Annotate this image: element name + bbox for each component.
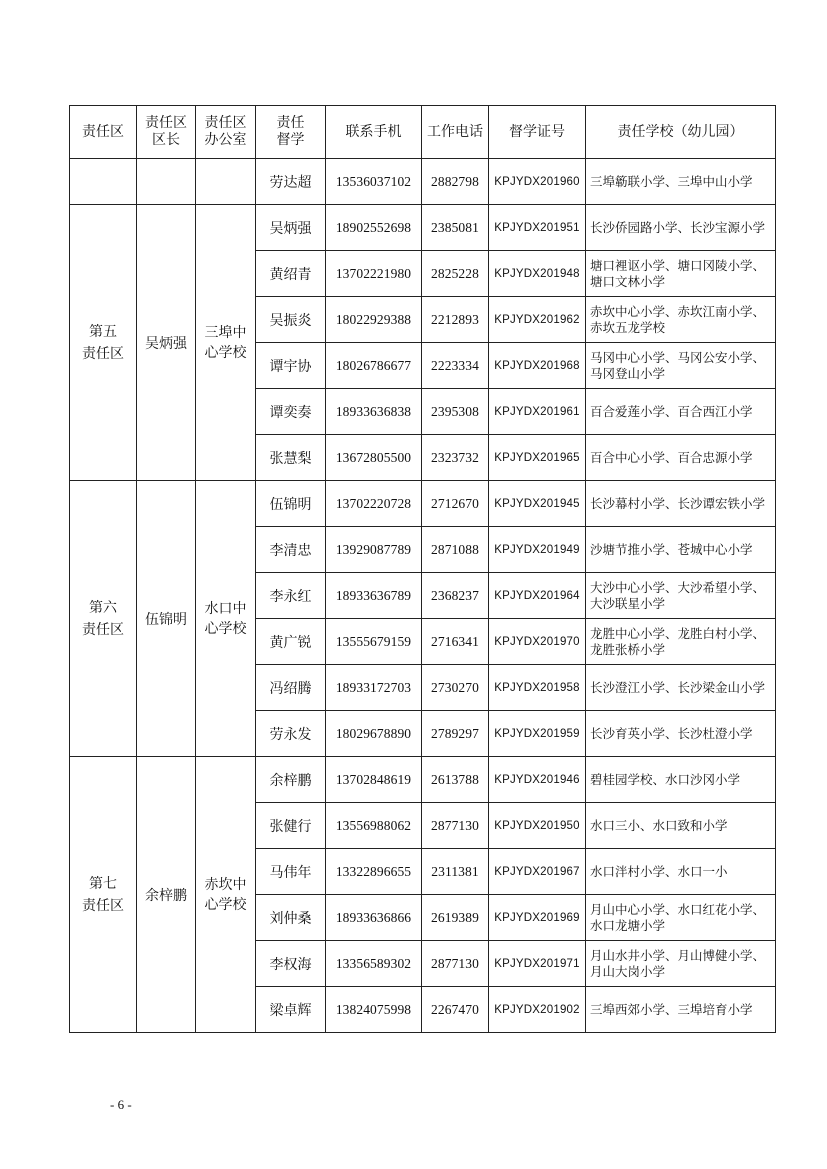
supervisor-cert-number: KPJYDX201948 bbox=[489, 251, 586, 297]
zone-office: 三埠中 心学校 bbox=[196, 205, 256, 481]
supervisor-name: 黄绍青 bbox=[256, 251, 326, 297]
supervisor-cert-number: KPJYDX201945 bbox=[489, 481, 586, 527]
assigned-schools: 水口三小、水口致和小学 bbox=[586, 803, 776, 849]
work-phone: 2882798 bbox=[422, 159, 489, 205]
assigned-schools: 龙胜中心小学、龙胜白村小学、 龙胜张桥小学 bbox=[586, 619, 776, 665]
supervisor-name: 张健行 bbox=[256, 803, 326, 849]
supervisor-name: 梁卓辉 bbox=[256, 987, 326, 1033]
zone-office: 水口中 心学校 bbox=[196, 481, 256, 757]
work-phone: 2212893 bbox=[422, 297, 489, 343]
table-row bbox=[70, 481, 776, 527]
mobile-number: 18933172703 bbox=[326, 665, 422, 711]
supervisor-cert-number: KPJYDX201971 bbox=[489, 941, 586, 987]
work-phone: 2311381 bbox=[422, 849, 489, 895]
work-phone: 2223334 bbox=[422, 343, 489, 389]
supervisor-name: 谭奕奏 bbox=[256, 389, 326, 435]
mobile-number: 13536037102 bbox=[326, 159, 422, 205]
supervisor-name: 李永红 bbox=[256, 573, 326, 619]
assigned-schools: 月山中心小学、水口红花小学、 水口龙塘小学 bbox=[586, 895, 776, 941]
supervisor-cert-number: KPJYDX201962 bbox=[489, 297, 586, 343]
assigned-schools: 塘口裡讴小学、塘口冈陵小学、 塘口文林小学 bbox=[586, 251, 776, 297]
column-header: 督学证号 bbox=[489, 106, 586, 159]
supervisor-name: 李清忠 bbox=[256, 527, 326, 573]
work-phone: 2712670 bbox=[422, 481, 489, 527]
assigned-schools: 三埠西郊小学、三埠培育小学 bbox=[586, 987, 776, 1033]
assigned-schools: 长沙育英小学、长沙杜澄小学 bbox=[586, 711, 776, 757]
mobile-number: 13824075998 bbox=[326, 987, 422, 1033]
work-phone: 2789297 bbox=[422, 711, 489, 757]
supervisor-name: 伍锦明 bbox=[256, 481, 326, 527]
supervisor-cert-number: KPJYDX201950 bbox=[489, 803, 586, 849]
assigned-schools: 大沙中心小学、大沙希望小学、 大沙联星小学 bbox=[586, 573, 776, 619]
mobile-number: 13356589302 bbox=[326, 941, 422, 987]
assigned-schools: 水口泮村小学、水口一小 bbox=[586, 849, 776, 895]
assigned-schools: 百合爱莲小学、百合西江小学 bbox=[586, 389, 776, 435]
supervisor-cert-number: KPJYDX201965 bbox=[489, 435, 586, 481]
work-phone: 2877130 bbox=[422, 941, 489, 987]
supervisor-cert-number: KPJYDX201902 bbox=[489, 987, 586, 1033]
work-phone: 2730270 bbox=[422, 665, 489, 711]
mobile-number: 13702220728 bbox=[326, 481, 422, 527]
column-header: 责任区 bbox=[70, 106, 137, 159]
mobile-number: 18933636866 bbox=[326, 895, 422, 941]
supervisor-name: 劳永发 bbox=[256, 711, 326, 757]
supervisor-name: 冯绍腾 bbox=[256, 665, 326, 711]
table-row bbox=[70, 159, 776, 205]
table-body bbox=[70, 159, 776, 1033]
mobile-number: 13929087789 bbox=[326, 527, 422, 573]
supervisor-cert-number: KPJYDX201969 bbox=[489, 895, 586, 941]
column-header: 联系手机 bbox=[326, 106, 422, 159]
assigned-schools: 百合中心小学、百合忠源小学 bbox=[586, 435, 776, 481]
supervisor-name: 劳达超 bbox=[256, 159, 326, 205]
supervisor-cert-number: KPJYDX201949 bbox=[489, 527, 586, 573]
zone-office: 赤坎中 心学校 bbox=[196, 757, 256, 1033]
column-header: 责任区 办公室 bbox=[196, 106, 256, 159]
assigned-schools: 长沙幕村小学、长沙谭宏铁小学 bbox=[586, 481, 776, 527]
work-phone: 2825228 bbox=[422, 251, 489, 297]
zone-name: 第六 责任区 bbox=[70, 481, 137, 757]
column-header: 工作电话 bbox=[422, 106, 489, 159]
mobile-number: 18902552698 bbox=[326, 205, 422, 251]
zone-chief: 余梓鹏 bbox=[137, 757, 196, 1033]
assigned-schools: 沙塘节推小学、苍城中心小学 bbox=[586, 527, 776, 573]
zone-chief: 伍锦明 bbox=[137, 481, 196, 757]
table-row bbox=[70, 757, 776, 803]
supervisor-cert-number: KPJYDX201964 bbox=[489, 573, 586, 619]
zone-name: 第五 责任区 bbox=[70, 205, 137, 481]
work-phone: 2613788 bbox=[422, 757, 489, 803]
work-phone: 2267470 bbox=[422, 987, 489, 1033]
empty-cell bbox=[70, 159, 137, 205]
supervisor-name: 吴振炎 bbox=[256, 297, 326, 343]
assigned-schools: 三埠簕联小学、三埠中山小学 bbox=[586, 159, 776, 205]
mobile-number: 13556988062 bbox=[326, 803, 422, 849]
column-header: 责任学校（幼儿园） bbox=[586, 106, 776, 159]
supervisor-name: 刘仲桑 bbox=[256, 895, 326, 941]
supervisor-cert-number: KPJYDX201960 bbox=[489, 159, 586, 205]
work-phone: 2395308 bbox=[422, 389, 489, 435]
work-phone: 2716341 bbox=[422, 619, 489, 665]
mobile-number: 18026786677 bbox=[326, 343, 422, 389]
assigned-schools: 月山水井小学、月山博健小学、 月山大岗小学 bbox=[586, 941, 776, 987]
zone-chief: 吴炳强 bbox=[137, 205, 196, 481]
supervisor-cert-number: KPJYDX201968 bbox=[489, 343, 586, 389]
supervisor-cert-number: KPJYDX201951 bbox=[489, 205, 586, 251]
mobile-number: 13555679159 bbox=[326, 619, 422, 665]
supervisor-name: 李权海 bbox=[256, 941, 326, 987]
work-phone: 2368237 bbox=[422, 573, 489, 619]
assigned-schools: 马冈中心小学、马冈公安小学、 马冈登山小学 bbox=[586, 343, 776, 389]
supervisor-cert-number: KPJYDX201958 bbox=[489, 665, 586, 711]
mobile-number: 18933636789 bbox=[326, 573, 422, 619]
supervisor-cert-number: KPJYDX201970 bbox=[489, 619, 586, 665]
supervisor-name: 谭宇协 bbox=[256, 343, 326, 389]
mobile-number: 13702221980 bbox=[326, 251, 422, 297]
work-phone: 2323732 bbox=[422, 435, 489, 481]
supervisor-name: 余梓鹏 bbox=[256, 757, 326, 803]
assigned-schools: 碧桂园学校、水口沙冈小学 bbox=[586, 757, 776, 803]
mobile-number: 18022929388 bbox=[326, 297, 422, 343]
page-number: - 6 - bbox=[110, 1097, 132, 1112]
supervisor-cert-number: KPJYDX201961 bbox=[489, 389, 586, 435]
empty-cell bbox=[196, 159, 256, 205]
work-phone: 2385081 bbox=[422, 205, 489, 251]
empty-cell bbox=[137, 159, 196, 205]
assigned-schools: 长沙侨园路小学、长沙宝源小学 bbox=[586, 205, 776, 251]
supervisor-name: 马伟年 bbox=[256, 849, 326, 895]
supervisor-name: 黄广锐 bbox=[256, 619, 326, 665]
supervisor-cert-number: KPJYDX201967 bbox=[489, 849, 586, 895]
supervisor-cert-number: KPJYDX201959 bbox=[489, 711, 586, 757]
supervisor-cert-number: KPJYDX201946 bbox=[489, 757, 586, 803]
mobile-number: 18029678890 bbox=[326, 711, 422, 757]
supervisor-name: 张慧梨 bbox=[256, 435, 326, 481]
work-phone: 2877130 bbox=[422, 803, 489, 849]
table-row bbox=[70, 205, 776, 251]
header-row bbox=[70, 106, 776, 159]
zone-name: 第七 责任区 bbox=[70, 757, 137, 1033]
supervisor-table bbox=[69, 105, 776, 1033]
mobile-number: 13672805500 bbox=[326, 435, 422, 481]
work-phone: 2871088 bbox=[422, 527, 489, 573]
assigned-schools: 赤坎中心小学、赤坎江南小学、 赤坎五龙学校 bbox=[586, 297, 776, 343]
assigned-schools: 长沙澄江小学、长沙梁金山小学 bbox=[586, 665, 776, 711]
column-header: 责任区 区长 bbox=[137, 106, 196, 159]
work-phone: 2619389 bbox=[422, 895, 489, 941]
mobile-number: 13322896655 bbox=[326, 849, 422, 895]
supervisor-name: 吴炳强 bbox=[256, 205, 326, 251]
mobile-number: 18933636838 bbox=[326, 389, 422, 435]
column-header: 责任 督学 bbox=[256, 106, 326, 159]
mobile-number: 13702848619 bbox=[326, 757, 422, 803]
